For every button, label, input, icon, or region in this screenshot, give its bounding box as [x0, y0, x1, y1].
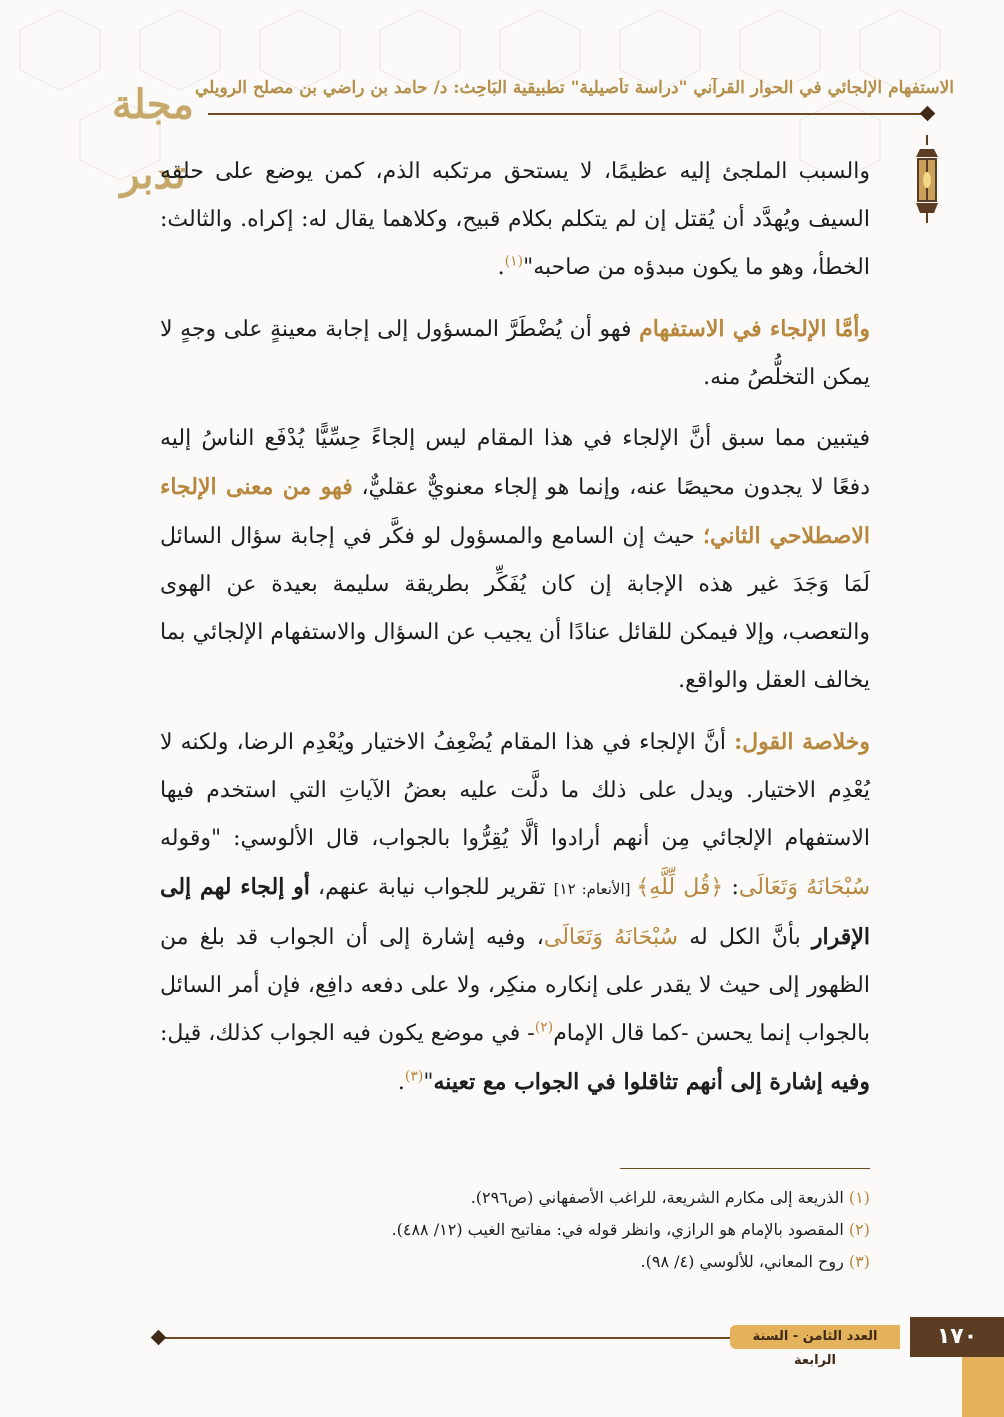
issue-label: العدد الثامن - السنة الرابعة [730, 1325, 900, 1349]
paragraph-text: حيث إن السامع والمسؤول لو فكَّر في إجابة سؤال السائل لَمَا وَجَدَ غير هذه الإجابة إن كان يُفَكِّر بطريقة سليمة بعيدة عن الهوى والتعصب، وإلا فيمكن للقائل عنادًا أن يجيب عن السؤال والاستفهام الإلجائي بما يخالف العقل والواقع. [160, 524, 870, 693]
footnote-ref[interactable]: (١) [504, 253, 524, 270]
footer-divider [160, 1337, 730, 1339]
paragraph-text: : [723, 875, 739, 900]
verse-reference: [الأنعام: ١٢] [553, 880, 637, 898]
main-text [160, 148, 870, 1120]
footnote-text: المقصود بالإمام هو الرازي، وانظر قوله في: مفاتيح الغيب (١٢/ ٤٨٨). [391, 1220, 849, 1239]
page-header [0, 0, 1004, 198]
paragraph-text: فيتبين مما سبق أنَّ الإلجاء في هذا المقام ليس إلجاءً حِسِّيًّا يُدْفَع الناسُ إليه دفعًا لا يجدون محيصًا عنه، وإنما هو إلجاء معنويٌّ عقليٌّ، [160, 426, 870, 500]
footnote-number: (٢) [848, 1220, 870, 1239]
side-tab [962, 1357, 1004, 1417]
running-title: الاستفهام الإلجائي في الحوار القرآني "دراسة تأصيلية" تطبيقية البَاحِث: د/ حامد بن راضي بن مصلح الرويلي [195, 78, 954, 98]
footnote-ref[interactable]: (٣) [404, 1068, 424, 1085]
footnote-item [160, 1246, 870, 1278]
diamond-ornament-icon [920, 106, 936, 122]
footnote-divider [620, 1168, 870, 1169]
header-divider [208, 113, 930, 115]
highlighted-term: وخلاصة القول: [734, 729, 870, 755]
paragraph-text: أنَّ الإلجاء في هذا المقام يُضْعِفُ الاختيار ويُعْدِم الرضا، ولكنه لا يُعْدِم الاختيار. ويدل على ذلك ما دلَّت عليه بعضُ الآياتِ التي استخدم فيها الاستفهام الإلجائي مِن أنهم أرادوا ألَّا يُقِرُّوا بالجواب، قال الألوسي: "وقوله [160, 730, 870, 851]
punctuation: . [497, 255, 505, 280]
footnote-item [160, 1214, 870, 1246]
paragraph-text: بأنَّ الكل له [678, 925, 812, 950]
paragraph-text: ، وفيه إشارة إلى أن الجواب قد بلغ من الظهور إلى حيث لا يقدر على إنكاره منكِر، ولا على دفعه دافِع، فإن أمر السائل بالجواب إنما يحسن -كما قال الإمام [160, 925, 871, 1046]
paragraph [160, 148, 870, 292]
diamond-ornament-icon [151, 1330, 167, 1346]
paragraph-text: " [423, 1070, 434, 1095]
praise-phrase: سُبْحَانَهُ وَتَعَالَى [738, 875, 871, 900]
quran-quote: ﴿قُل لِّلَّهِ﴾ [636, 875, 724, 900]
bold-text: وفيه إشارة إلى أنهم تثاقلوا في الجواب مع تعينه [433, 1069, 870, 1095]
paragraph-text: فهو أن يُضْطَرَّ المسؤول إلى إجابة معينةٍ على وجهٍ لا يمكن التخلُّصُ منه. [160, 317, 870, 390]
paragraph-text: تقرير للجواب نيابة عنهم، [309, 875, 554, 900]
punctuation: . [397, 1070, 405, 1095]
bold-text: أو إلجاء لهم إلى الإقرار [160, 874, 870, 950]
highlighted-term: وأمَّا الإلجاء في الاستفهام [639, 316, 870, 342]
paragraph [160, 305, 870, 402]
footnotes [160, 1182, 870, 1278]
footnote-text: الذريعة إلى مكارم الشريعة، للراغب الأصفهاني (ص٢٩٦). [470, 1188, 849, 1207]
page-number: ١٧٠ [910, 1317, 1004, 1357]
journal-logo: مجلة تدبر [112, 81, 194, 198]
lantern-icon [912, 135, 942, 225]
footnote-ref[interactable]: (٢) [534, 1019, 554, 1036]
paragraph-text: والسبب الملجئ إليه عظيمًا، لا يستحق مرتكبه الذم، كمن يوضع على حلقه السيف ويُهدَّد أن يُقتل إن لم يتكلم بكلام قبيح، وكلاهما يقال له: إكراه. والثالث: الخطأ، وهو ما يكون مبدؤه من صاحبه" [160, 159, 870, 280]
footnote-number: (٣) [848, 1252, 870, 1271]
paragraph [160, 415, 870, 705]
footnote-item [160, 1182, 870, 1214]
footnote-text: روح المعاني، للألوسي (٤/ ٩٨). [640, 1252, 849, 1271]
paragraph [160, 718, 870, 1107]
praise-phrase: سُبْحَانَهُ وَتَعَالَى [543, 925, 679, 950]
highlighted-term: فهو من معنى الإلجاء الاصطلاحي الثاني؛ [160, 474, 870, 549]
paragraph-text: - في موضع يكون فيه الجواب كذلك، قيل: [160, 1021, 535, 1046]
footnote-number: (١) [848, 1188, 870, 1207]
